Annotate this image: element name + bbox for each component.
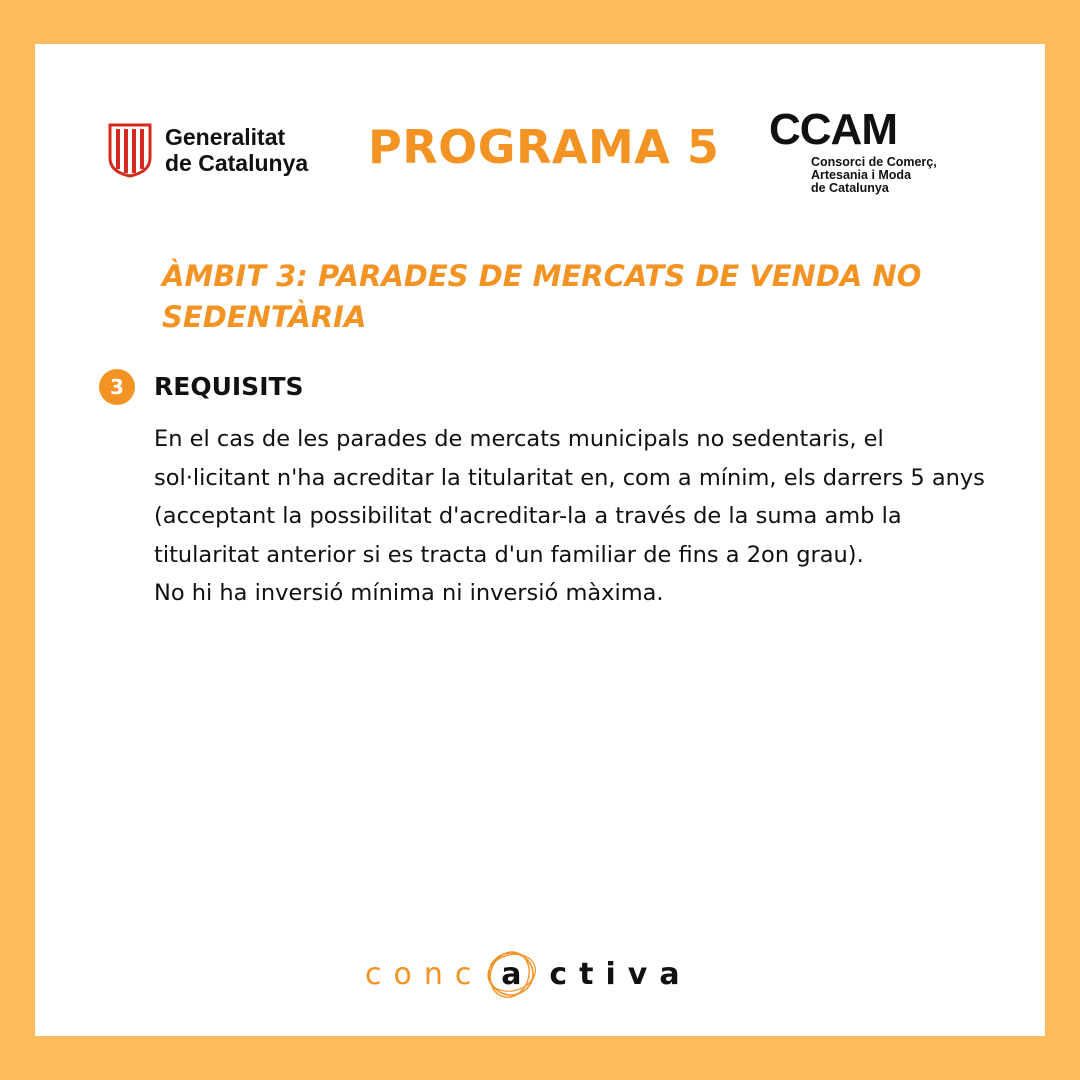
generalitat-logo bbox=[107, 122, 308, 178]
generalitat-line2: de Catalunya bbox=[165, 150, 309, 176]
ccam-subtitle bbox=[811, 156, 937, 195]
ambit-heading: ÀMBIT 3: PARADES DE MERCATS DE VENDA NO SEDENTÀRIA bbox=[162, 259, 922, 334]
generalitat-line1: Generalitat bbox=[165, 124, 286, 150]
requisits-paragraph-1: En el cas de les parades de mercats municipals no sedentaris, el sol·licitant n'ha acreditar la titularitat en, com a mínim, els darrers 5 anys (acceptant la possibilitat d'acreditar-la a través de la suma amb la titularitat anterior si es tracta d'un familiar de fins a 2on grau). bbox=[154, 426, 985, 568]
concactiva-left-text: conc bbox=[365, 956, 484, 992]
step-number-badge: 3 bbox=[99, 369, 135, 405]
programa-title: PROGRAMA 5 bbox=[368, 120, 720, 174]
generalitat-wordmark bbox=[165, 124, 308, 176]
concactiva-right-text: ctiva bbox=[549, 956, 692, 992]
senyera-emblem-icon bbox=[107, 122, 153, 178]
ccam-sub-line2: Artesania i Moda bbox=[811, 168, 912, 182]
requisits-title: REQUISITS bbox=[154, 372, 304, 401]
concactiva-a-letter: a bbox=[501, 956, 522, 992]
ccam-wordmark: CCAM bbox=[769, 105, 897, 154]
ccam-sub-line3: de Catalunya bbox=[811, 181, 889, 195]
concactiva-circle-a bbox=[485, 948, 537, 1000]
requisits-paragraph-2: No hi ha inversió mínima ni inversió màxima. bbox=[154, 580, 664, 606]
requisits-body bbox=[154, 420, 1004, 613]
ccam-sub-line1: Consorci de Comerç, bbox=[811, 155, 937, 169]
content-card bbox=[35, 44, 1045, 1036]
ccam-logo bbox=[769, 105, 937, 195]
concactiva-logo bbox=[365, 944, 725, 1004]
